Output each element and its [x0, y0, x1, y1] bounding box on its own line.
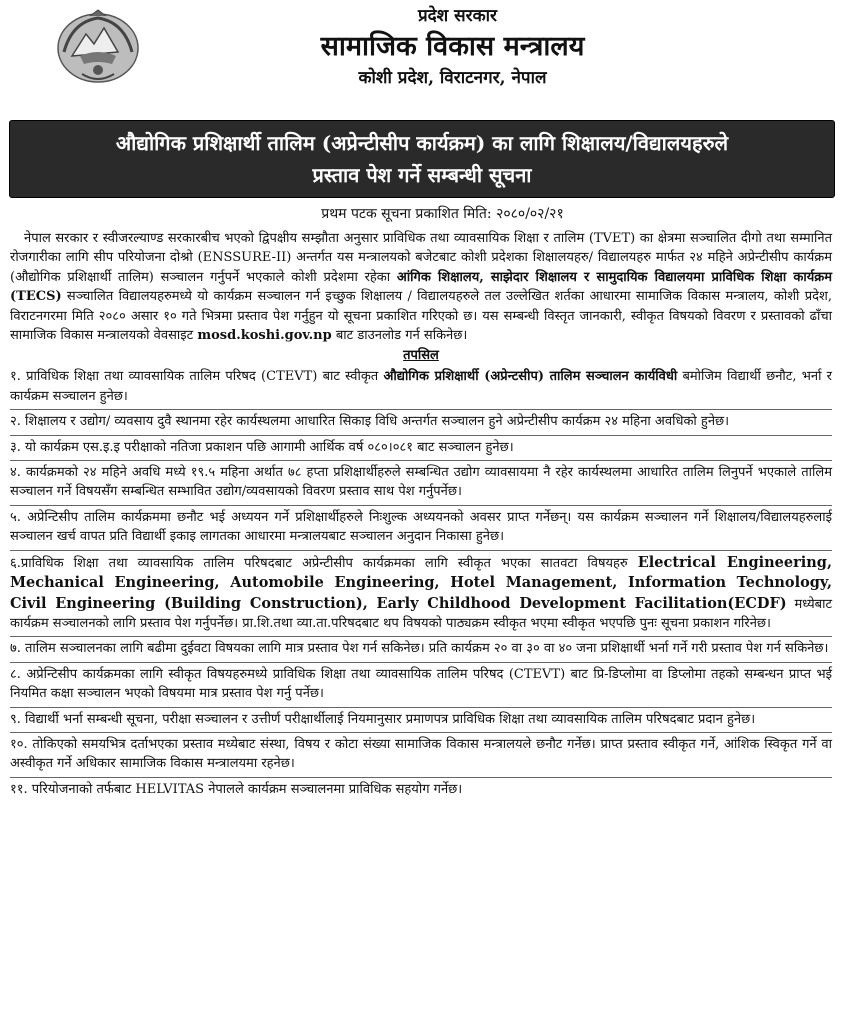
list-item: ४. कार्यक्रमको २४ महिने अवधि मध्ये १९.५ महिना अर्थात ७८ हप्ता प्रशिक्षार्थीहरुले सम्बन्धित उद्योग व्यावसायमा नै रहेर कार्यस्थलमा आधारित तालिम लिनुपर्ने भएकाले तालिम सञ्चालन गर्ने विषयसँग सम्बन्धित सम्भावित उद्योग/व्यवसायको विवरण प्रस्ताव साथ पेश गर्नुपर्नेछ।: [10, 461, 832, 506]
list-item: ९. विद्यार्थी भर्ना सम्बन्धी सूचना, परीक्षा सञ्चालन र उत्तीर्ण परीक्षार्थीलाई नियमानुसार प्रमाणपत्र प्राविधिक शिक्षा तथा व्यावसायिक तालिम परिषदबाट प्रदान हुनेछ।: [10, 708, 832, 733]
government-name: प्रदेश सरकार: [417, 6, 498, 26]
notice-title-box: [9, 120, 835, 198]
list-item: २. शिक्षालय र उद्योग/ व्यवसाय दुवै स्थानमा रहेर कार्यस्थलमा आधारित सिकाइ विधि अन्तर्गत सञ्चालन हुने अप्रेन्टीसीप कार्यक्रम २४ महिना अवधिको हुनेछ।: [10, 410, 832, 435]
item-6-text-end: मध्येबाट कार्यक्रम सञ्चालनको लागि प्रस्ताव पेश गर्नुपर्नेछ। प्रा.शि.तथा व्या.ता.परिषदबाट थप विषयको पाठ्यक्रम स्वीकृत भएमा स्वीकृत भएपछि पुनः सूचना प्रकाशन गरिनेछ।: [10, 596, 832, 631]
intro-text-3: बाट डाउनलोड गर्न सकिनेछ।: [331, 328, 468, 344]
website-link[interactable]: mosd.koshi.gov.np: [197, 328, 332, 344]
intro-bold-text: आंगिक शिक्षालय, साझेदार शिक्षालय र सामुदायिक विद्यालयमा प्राविधिक शिक्षा कार्यक्रम (TECS): [10, 269, 832, 305]
list-item: [10, 551, 832, 638]
ministry-name: सामाजिक विकास मन्त्रालय: [320, 31, 585, 62]
intro-paragraph: [10, 229, 832, 345]
intro-text-2: सञ्चालित विद्यालयहरुमध्ये यो कार्यक्रम सञ्चालन गर्न इच्छुक शिक्षालय / विद्यालयहरुले तल उल्लेखित शर्तका आधारमा सामाजिक विकास मन्त्रालय, कोशी प्रदेश, विराटनगरमा मिति २०८० असार १० गते भित्रमा प्रस्ताव पेश गर्नुहुन यो सूचना प्रकाशित गरिएको छ। यस सम्बन्धी विस्तृत जानकारी, स्वीकृत विषयको विवरण र प्रस्तावको ढाँचा सामाजिक विकास मन्त्रालयको वेवसाइट: [10, 289, 832, 344]
conditions-list: [10, 365, 832, 802]
notice-title-line-2: प्रस्ताव पेश गर्ने सम्बन्धी सूचना: [312, 163, 532, 187]
approved-subjects: Electrical Engineering, Mechanical Engineering, Automobile Engineering, Hotel Management, Information Technology, Civil Engineering (Building Construction), Early Childhood Development Facilitation(ECDF): [10, 553, 832, 612]
item-1-text: १. प्राविधिक शिक्षा तथा व्यावसायिक तालिम परिषद (CTEVT) बाट स्वीकृत: [10, 369, 384, 385]
details-heading: तपसिल: [403, 348, 439, 364]
list-item: १०. तोकिएको समयभित्र दर्ताभएका प्रस्ताव मध्येबाट संस्था, विषय र कोटा संख्या सामाजिक विकास मन्त्रालयले छनौट गर्नेछ। प्राप्त प्रस्ताव स्वीकृत गर्ने, आंशिक स्विकृत गर्ने वा अस्वीकृत गर्ने अधिकार सामाजिक विकास मन्त्रालयमा रहनेछ।: [10, 733, 832, 778]
item-1-text-end: बमोजिम विद्यार्थी छनौट, भर्ना र कार्यक्रम सञ्चालन हुनेछ।: [10, 369, 832, 404]
list-item: ७. तालिम सञ्चालनका लागि बढीमा दुईवटा विषयका लागि मात्र प्रस्ताव पेश गर्न सकिनेछ। प्रति कार्यक्रम २० वा ३० वा ४० जना प्रशिक्षार्थी भर्ना गर्ने गरी प्रस्ताव पेश गर्न सकिनेछ।: [10, 637, 832, 662]
list-item: [10, 365, 832, 410]
list-item: ५. अप्रेन्टिसीप तालिम कार्यक्रममा छनौट भई अध्ययन गर्ने प्रशिक्षार्थीहरुले निःशुल्क अध्ययनको अवसर प्राप्त गर्नेछन्। यस कार्यक्रम सञ्चालन गर्ने शिक्षालय/विद्यालयहरुलाई सञ्चालन खर्च वापत प्रति विद्यार्थी इकाइ लागतका आधारमा मन्त्रालयबाट सञ्चालन अनुदान निकासा हुनेछ।: [10, 506, 832, 551]
notice-title-line-1: औद्योगिक प्रशिक्षार्थी तालिम (अप्रेन्टीसीप कार्यक्रम) का लागि शिक्षालय/विद्यालयहरुले: [115, 131, 729, 155]
list-item: ११. परियोजनाको तर्फबाट HELVITAS नेपालले कार्यक्रम सञ्चालनमा प्राविधिक सहयोग गर्नेछ।: [10, 781, 463, 797]
letterhead: [0, 4, 845, 90]
list-item: ८. अप्रेन्टिसीप कार्यक्रमका लागि स्वीकृत विषयहरुमध्ये प्राविधिक शिक्षा तथा व्यावसायिक तालिम परिषद (CTEVT) बाट प्रि-डिप्लोमा वा डिप्लोमा तहको सम्बन्धन प्राप्त भई नियमित कक्षा सञ्चालन भएको विषयमा मात्र प्रस्ताव पेश गर्नु पर्नेछ।: [10, 663, 832, 708]
intro-text-1: नेपाल सरकार र स्वीजरल्याण्ड सरकारबीच भएको द्विपक्षीय सम्झौता अनुसार प्राविधिक तथा व्यावसायिक शिक्षा र तालिम (TVET) का क्षेत्रमा सञ्चालित दीगो तथा सम्मानित रोजगारीका लागि सीप परियोजना दोश्रो (ENSSURE-II) अन्तर्गत यस मन्त्रालयको बजेटबाट कोशी प्रदेशका शिक्षालयहरु/ विद्यालयहरु मार्फत २४ महिने अप्रेन्टीसीप कार्यक्रम (औद्योगिक प्रशिक्षार्थी तालिम) सञ्चालन गर्नुपर्ने भएकाले कोशी प्रदेशमा रहेका: [10, 231, 832, 285]
published-date: प्रथम पटक सूचना प्रकाशित मिति: २०८०/०२/२१: [321, 206, 564, 222]
item-6-text: ६.प्राविधिक शिक्षा तथा व्यावसायिक तालिम परिषदबाट अप्रेन्टीसीप कार्यक्रमका लागि स्वीकृत भएका सातवटा विषयहरु: [10, 555, 638, 571]
item-1-bold: औद्योगिक प्रशिक्षार्थी (अप्रेन्टसीप) तालिम सञ्चालन कार्यविधी: [383, 369, 678, 385]
list-item: ३. यो कार्यक्रम एस.इ.इ परीक्षाको नतिजा प्रकाशन पछि आगामी आर्थिक वर्ष ०८०।०८१ बाट सञ्चालन हुनेछ।: [10, 436, 832, 461]
ministry-address: कोशी प्रदेश, विराटनगर, नेपाल: [358, 68, 547, 88]
notice-body: [10, 229, 832, 802]
